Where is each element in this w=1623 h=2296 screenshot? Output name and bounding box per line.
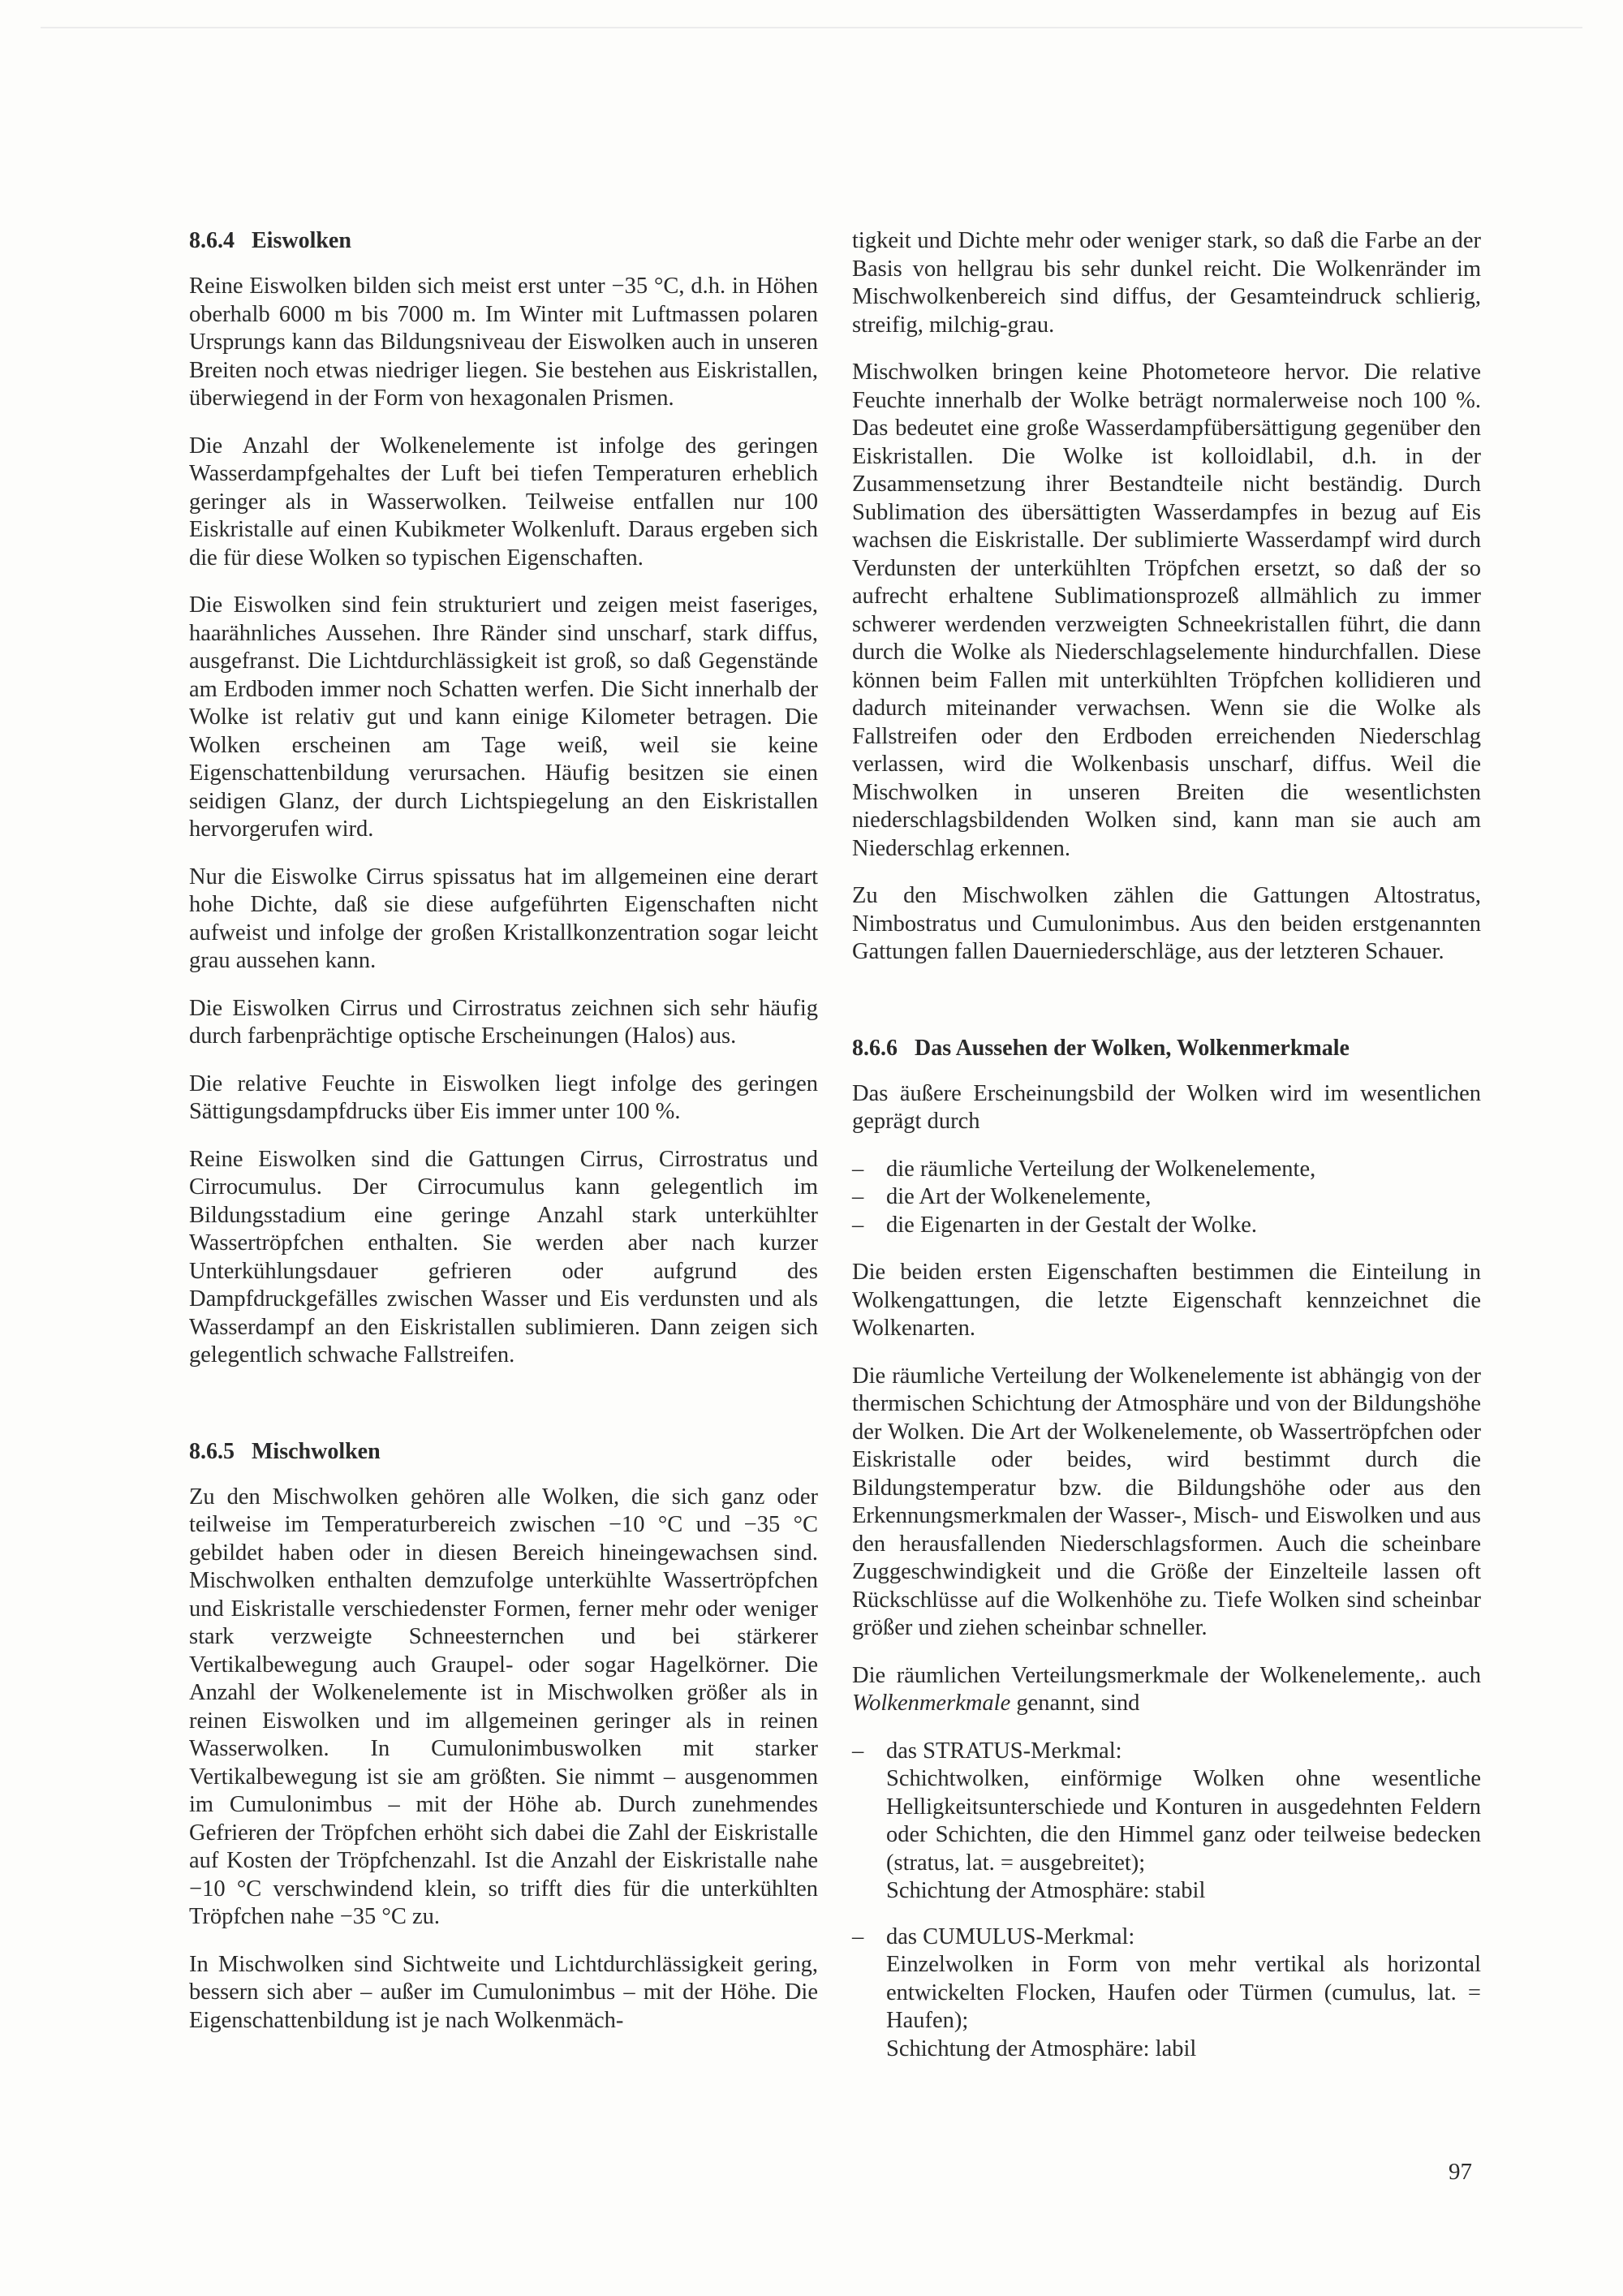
section-number: 8.6.6 [852, 1035, 898, 1061]
right-column [852, 227, 1481, 2081]
section-spacer [852, 986, 1481, 1035]
section-number: 8.6.5 [189, 1438, 235, 1464]
page-top-rule [41, 27, 1582, 28]
paragraph: Nur die Eiswolke Cirrus spissatus hat im allgemeinen eine derart hohe Dichte, daß sie diese aufgeführten Eigenschaften nicht aufweist und infolge der großen Kristallkonzentration sogar leicht grau aussehen kann. [189, 864, 818, 973]
section-title: Eiswolken [252, 228, 351, 253]
section-eiswolken [189, 227, 818, 1370]
section-wolkenmerkmale [852, 1035, 1481, 2064]
page-number: 97 [1449, 2159, 1472, 2185]
list-item: – die Art der Wolkenelemente, [852, 1183, 1481, 1212]
paragraph: Reine Eiswolken bilden sich meist erst unter −35 °C, d.h. in Höhen oberhalb 6000 m bis 7000 m. Im Winter mit Luftmassen polaren Ursprungs kann das Bildungsniveau der Eiswolken auch in unseren Breiten noch etwas niedriger liegen. Sie bestehen aus Eiskristallen, überwiegend in der Form von hexagonalen Prismen. [189, 274, 818, 411]
paragraph [852, 1662, 1481, 1718]
paragraph: In Mischwolken sind Sichtweite und Lichtdurchlässigkeit gering, bessern sich aber – außer im Cumulonimbus – mit der Höhe. Die Eigenschattenbildung ist je nach Wolkenmäch- [189, 1951, 818, 2033]
paragraph: tigkeit und Dichte mehr oder weniger stark, so daß die Farbe an der Basis von hellgrau bis sehr dunkel reicht. Die Wolkenränder im Mischwolkenbereich sind diffus, der Gesamteindruck schlierig, streifig, milchig-grau. [852, 228, 1481, 338]
feature-heading: – das STRATUS-Merkmal: [852, 1738, 1481, 1766]
paragraph: Die Anzahl der Wolkenelemente ist infolge des geringen Wasserdampfgehaltes der Luft bei tiefen Temperaturen erheblich geringer als in Wasserwolken. Teilweise entfallen nur 100 Eiskristalle auf einen Kubikmeter Wolkenluft. Daraus ergeben sich die für diese Wolken so typischen Eigenschaften. [189, 433, 818, 571]
paragraph: Die Eiswolken sind fein strukturiert und zeigen meist faseriges, haarähnliches Aussehen. Ihre Ränder sind unscharf, stark diffus, ausgefranst. Die Lichtdurchlässigkeit ist groß, so daß Gegenstände am Erdboden immer noch Schatten werfen. Die Sicht innerhalb der Wolke ist relativ gut und kann einige Kilometer betragen. Die Wolken erscheinen am Tage weiß, weil sie keine Eigenschattenbildung verursachen. Häufig besitzen sie einen seidigen Glanz, der durch Lichtspiegelung an den Eiskristallen hervorgerufen wird. [189, 592, 818, 842]
section-spacer [189, 1389, 818, 1438]
section-title: Das Aussehen der Wolken, Wolkenmerkmale [915, 1035, 1350, 1061]
paragraph: Reine Eiswolken sind die Gattungen Cirrus, Cirrostratus und Cirrocumulus. Der Cirrocumulus kann gelegentlich im Bildungsstadium eine geringe Anzahl stark unterkühlter Wassertröpfchen enthalten. Sie werden aber nach kurzer Unterkühlungsdauer gefrieren oder aufgrund des Dampfdruckgefälles zwischen Wasser und Eis verdunsten und als Wasserdampf an den Eiskristallen sublimieren. Dann zeigen sich gelegentlich schwache Fallstreifen. [189, 1146, 818, 1368]
section-heading [189, 227, 818, 255]
feature-cumulus [852, 1923, 1481, 2064]
paragraph: Mischwolken bringen keine Photometeore hervor. Die relative Feuchte innerhalb der Wolke beträgt normalerweise noch 100 %. Das bedeutet eine große Wasserdampfübersättigung gegenüber den Eiskristallen. Die Wolke ist kolloidlabil, d.h. in der Zusammensetzung ihrer Bestandteile nicht beständig. Durch Sublimation des übersättigten Wasserdampfes in bezug auf Eis wachsen die Eiskristalle. Der sublimierte Wasserdampf wird durch Verdunsten der unterkühlten Tröpfchen ersetzt, so daß der so aufrecht erhaltene Sublimationsprozeß allmählich zu immer schwerer werdenden verzweigten Schneekristallen führt, die dann durch die Wolke als Niederschlagselemente hindurchfallen. Diese können beim Fallen mit unterkühlten Tröpfchen kollidieren und dadurch miteinander verwachsen. Wenn sie die Wolke als Fallstreifen oder den Erdboden erreichenden Niederschlag verlassen, wird die Wolkenbasis unscharf, diffus. Weil die Mischwolken in unseren Breiten die wesentlichsten niederschlagsbildenden Wolken sind, kann man sie auch am Niederschlag erkennen. [852, 360, 1481, 861]
paragraph: Die relative Feuchte in Eiswolken liegt infolge des geringen Sättigungsdampfdrucks über Eis immer unter 100 %. [189, 1070, 818, 1124]
section-title: Mischwolken [252, 1438, 381, 1464]
section-mischwolken [189, 1438, 818, 2035]
paragraph: Die beiden ersten Eigenschaften bestimmen die Einteilung in Wolkengattungen, die letzte Eigenschaft kennzeichnet die Wolkenarten. [852, 1260, 1481, 1341]
text-run: Die räumlichen Verteilungsmerkmale der Wolkenelemente,. auch [852, 1662, 1481, 1688]
feature-description: Einzelwolken in Form von mehr vertikal als horizontal entwickelten Flocken, Haufen oder Türmen (cumulus, lat. = Haufen); [886, 1952, 1481, 2033]
section-heading [189, 1438, 818, 1466]
feature-heading: – das CUMULUS-Merkmal: [852, 1923, 1481, 1952]
section-number: 8.6.4 [189, 228, 235, 253]
list-item: – die Eigenarten in der Gestalt der Wolke. [852, 1212, 1481, 1240]
emphasis-term: Wolkenmerkmale [852, 1691, 1011, 1716]
left-column [189, 227, 818, 2054]
paragraph: Die Eiswolken Cirrus und Cirrostratus zeichnen sich sehr häufig durch farbenprächtige optische Erscheinungen (Halos) aus. [189, 995, 818, 1049]
feature-description: Schichtwolken, einförmige Wolken ohne wesentliche Helligkeitsunterschiede und Konturen in ausgedehnten Feldern oder Schichten, die den Himmel ganz oder teilweise bedecken (stratus, lat. = ausgebreitet); [886, 1766, 1481, 1876]
paragraph: Das äußere Erscheinungsbild der Wolken wird im wesentlichen geprägt durch [852, 1080, 1481, 1134]
list-item: – die räumliche Verteilung der Wolkenelemente, [852, 1156, 1481, 1184]
paragraph: Die räumliche Verteilung der Wolkenelemente ist abhängig von der thermischen Schichtung der Atmosphäre und von der Bildungshöhe der Wolken. Die Art der Wolkenelemente, ob Wassertröpfchen oder Eiskristalle oder beides, wird bestimmt durch die Bildungstemperatur bzw. die Bildungshöhe oder aus den Erkennungsmerkmalen der Wasser-, Misch- und Eiswolken und aus den herausfallenden Niederschlagsformen. Auch die scheinbare Zuggeschwindigkeit und die Größe der Einzelteile lassen oft Rückschlüsse auf die Wolkenhöhe zu. Tiefe Wolken sind scheinbar größer und ziehen scheinbar schneller. [852, 1363, 1481, 1640]
section-heading [852, 1035, 1481, 1062]
text-run: genannt, sind [1010, 1691, 1140, 1716]
paragraph: Zu den Mischwolken gehören alle Wolken, die sich ganz oder teilweise im Temperaturbereich zwischen −10 °C und −35 °C gebildet haben oder in diesen Bereich hineingewachsen sind. Mischwolken enthalten demzufolge unterkühlte Wassertröpfchen und Eiskristalle verschiedenster Formen, ferner mehr oder weniger stark verzweigte Schneesternchen und bei stärkerer Vertikalbewegung auch Graupel- oder sogar Hagelkörner. Die Anzahl der Wolkenelemente ist in Mischwolken größer als in reinen Eiswolken und im allgemeinen geringer als in reinen Wasserwolken. In Cumulonimbuswolken mit starker Vertikalbewegung ist sie am größten. Sie nimmt – ausgenommen im Cumulonimbus – mit der Höhe ab. Durch zunehmendes Gefrieren der Tröpfchen erhöht sich dabei die Zahl der Eiskristalle auf Kosten der Tröpfchenzahl. Ist die Anzahl der Eiskristalle nahe −10 °C verschwindend klein, so trifft dies für die unterkühlten Tröpfchen nahe −35 °C zu. [189, 1484, 818, 1929]
dash-list [852, 1156, 1481, 1240]
feature-stratification: Schichtung der Atmosphäre: labil [886, 2035, 1197, 2061]
feature-stratification: Schichtung der Atmosphäre: stabil [886, 1878, 1206, 1903]
feature-stratus [852, 1738, 1481, 1906]
paragraph: Zu den Mischwolken zählen die Gattungen Altostratus, Nimbostratus und Cumulonimbus. Aus den beiden erstgenannten Gattungen fallen Dauerniederschläge, aus der letzteren Schauer. [852, 883, 1481, 964]
